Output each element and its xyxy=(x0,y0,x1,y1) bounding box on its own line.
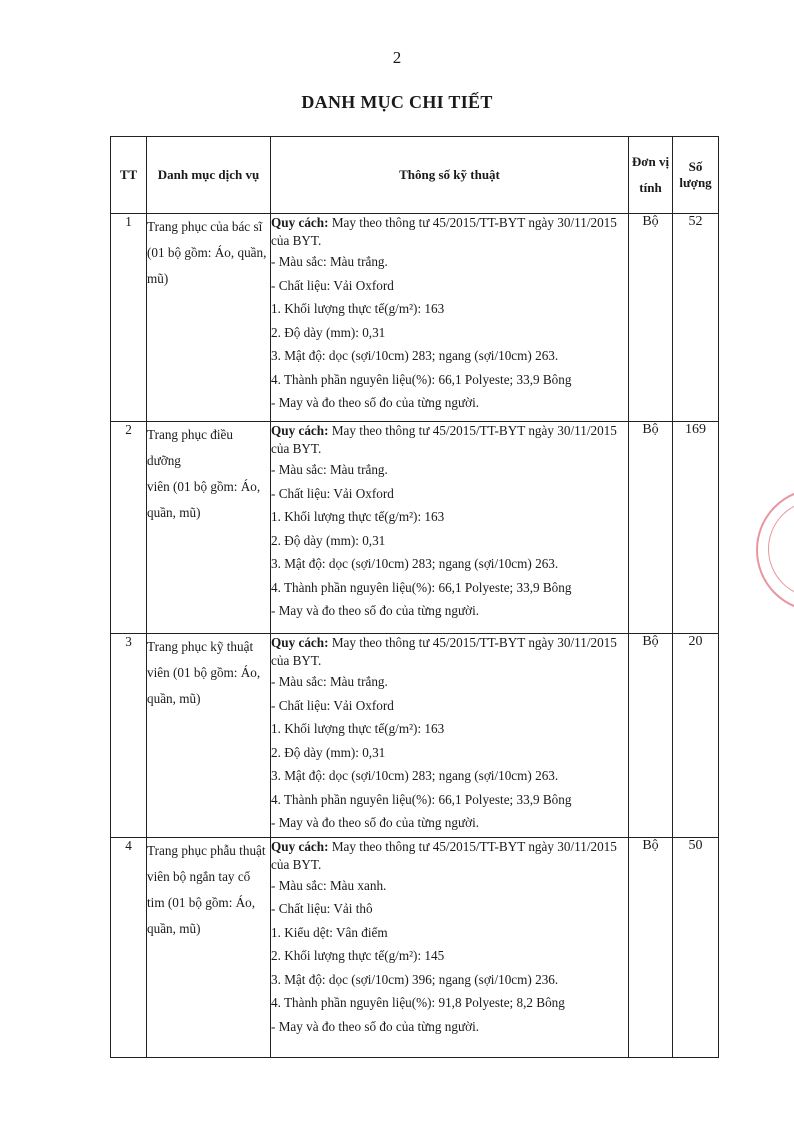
spec-line: - May và đo theo số đo của từng người. xyxy=(271,603,480,618)
specification-cell xyxy=(271,422,629,634)
table-header-row xyxy=(111,137,719,214)
header-tt: TT xyxy=(111,137,147,214)
spec-heading-text: May theo thông tư 45/2015/TT-BYT ngày 30/11/2015 xyxy=(328,423,617,438)
spec-heading-text: May theo thông tư 45/2015/TT-BYT ngày 30/11/2015 xyxy=(328,635,617,650)
spec-line: 1. Kiểu dệt: Vân điểm xyxy=(271,924,388,940)
service-name-line: Trang phục phẫu thuật xyxy=(147,842,266,858)
service-name-line: quần, mũ) xyxy=(147,505,201,520)
spec-line: 3. Mật độ: dọc (sợi/10cm) 283; ngang (sợi/10cm) 263. xyxy=(271,348,559,363)
row-number: 4 xyxy=(111,837,147,1057)
quantity-cell: 169 xyxy=(673,422,719,634)
unit-cell: Bộ xyxy=(629,422,673,634)
spec-line: của BYT. xyxy=(271,653,322,668)
service-name-line: Trang phục điều dưỡng xyxy=(147,427,233,468)
service-name-cell xyxy=(147,837,271,1057)
spec-line: - Màu sắc: Màu trắng. xyxy=(271,674,388,689)
spec-line: 2. Độ dày (mm): 0,31 xyxy=(271,324,386,340)
spec-line: 3. Mật độ: dọc (sợi/10cm) 283; ngang (sợi/10cm) 263. xyxy=(271,768,559,783)
spec-line: - May và đo theo số đo của từng người. xyxy=(271,815,480,830)
spec-line: - May và đo theo số đo của từng người. xyxy=(271,1018,480,1034)
spec-line: - May và đo theo số đo của từng người. xyxy=(271,395,480,410)
spec-line: 2. Độ dày (mm): 0,31 xyxy=(271,532,386,548)
spec-heading-line xyxy=(271,214,628,232)
spec-line: 1. Khối lượng thực tế(g/m²): 163 xyxy=(271,721,445,736)
page-number: 2 xyxy=(392,48,402,67)
header-specification: Thông số kỹ thuật xyxy=(271,137,629,214)
spec-line: 4. Thành phần nguyên liệu(%): 66,1 Polyeste; 33,9 Bông xyxy=(271,579,572,595)
spec-label: Quy cách: xyxy=(271,423,329,438)
spec-heading-line xyxy=(271,838,628,856)
service-name-line: quần, mũ) xyxy=(147,920,201,936)
spec-label: Quy cách: xyxy=(271,635,329,650)
unit-cell: Bộ xyxy=(629,837,673,1057)
row-number: 2 xyxy=(111,422,147,634)
quantity-cell: 20 xyxy=(673,634,719,838)
service-name-cell xyxy=(147,214,271,422)
spec-line: 2. Khối lượng thực tế(g/m²): 145 xyxy=(271,948,445,963)
spec-heading-line xyxy=(271,634,628,652)
table-row xyxy=(111,214,719,422)
row-number: 1 xyxy=(111,214,147,422)
quantity-cell: 52 xyxy=(673,214,719,422)
service-name-cell xyxy=(147,634,271,838)
spec-line: - Màu sắc: Màu xanh. xyxy=(271,877,387,893)
spec-heading-line xyxy=(271,422,628,440)
service-name-line: (01 bộ gồm: Áo, quần, xyxy=(147,245,267,260)
header-service-name: Danh mục dịch vụ xyxy=(147,137,271,214)
spec-line: - Chất liệu: Vải Oxford xyxy=(271,277,394,293)
spec-line: 4. Thành phần nguyên liệu(%): 91,8 Polyeste; 8,2 Bông xyxy=(271,995,565,1010)
service-name-line: viên (01 bộ gồm: Áo, xyxy=(147,665,261,680)
row-number: 3 xyxy=(111,634,147,838)
table-row xyxy=(111,634,719,838)
spec-line: - Màu sắc: Màu trắng. xyxy=(271,254,388,269)
service-name-line: Trang phục kỹ thuật xyxy=(147,639,254,654)
spec-line: của BYT. xyxy=(271,233,322,248)
specification-cell xyxy=(271,634,629,838)
spec-line: 2. Độ dày (mm): 0,31 xyxy=(271,744,386,760)
detail-table xyxy=(110,136,719,1058)
spec-heading-text: May theo thông tư 45/2015/TT-BYT ngày 30/11/2015 xyxy=(328,838,617,854)
table-row xyxy=(111,422,719,634)
spec-line: - Màu sắc: Màu trắng. xyxy=(271,462,388,477)
service-name-line: viên bộ ngắn tay cổ xyxy=(147,868,251,884)
specification-cell xyxy=(271,214,629,422)
service-name-line: mũ) xyxy=(147,271,169,286)
unit-cell: Bộ xyxy=(629,214,673,422)
spec-line: 3. Mật độ: dọc (sợi/10cm) 396; ngang (sợi/10cm) 236. xyxy=(271,971,559,987)
spec-line: - Chất liệu: Vải Oxford xyxy=(271,697,394,713)
spec-line: 3. Mật độ: dọc (sợi/10cm) 283; ngang (sợi/10cm) 263. xyxy=(271,556,559,571)
service-name-cell xyxy=(147,422,271,634)
header-unit-line2: tính xyxy=(639,180,662,195)
red-seal-inner-ring xyxy=(768,500,794,598)
spec-line: của BYT. xyxy=(271,856,322,872)
spec-label: Quy cách: xyxy=(271,838,329,854)
spec-label: Quy cách: xyxy=(271,215,329,230)
header-quantity: Số lượng xyxy=(673,137,719,214)
service-name-line: quần, mũ) xyxy=(147,691,201,706)
document-title: DANH MỤC CHI TIẾT xyxy=(301,92,493,112)
header-unit-line1: Đơn vị xyxy=(631,154,670,169)
header-unit xyxy=(629,137,673,214)
spec-line: - Chất liệu: Vải thô xyxy=(271,901,373,916)
spec-line: - Chất liệu: Vải Oxford xyxy=(271,485,394,501)
spec-line: 1. Khối lượng thực tế(g/m²): 163 xyxy=(271,509,445,524)
unit-cell: Bộ xyxy=(629,634,673,838)
spec-line: của BYT. xyxy=(271,441,322,456)
specification-cell xyxy=(271,837,629,1057)
quantity-cell: 50 xyxy=(673,837,719,1057)
spec-line: 1. Khối lượng thực tế(g/m²): 163 xyxy=(271,301,445,316)
service-name-line: tim (01 bộ gồm: Áo, xyxy=(147,894,256,910)
service-name-line: Trang phục của bác sĩ xyxy=(147,219,263,234)
spec-heading-text: May theo thông tư 45/2015/TT-BYT ngày 30/11/2015 xyxy=(328,215,617,230)
red-seal-stamp xyxy=(756,488,794,612)
spec-line: 4. Thành phần nguyên liệu(%): 66,1 Polyeste; 33,9 Bông xyxy=(271,371,572,387)
spec-line: 4. Thành phần nguyên liệu(%): 66,1 Polyeste; 33,9 Bông xyxy=(271,791,572,807)
service-name-line: viên (01 bộ gồm: Áo, xyxy=(147,479,261,494)
table-row xyxy=(111,837,719,1057)
